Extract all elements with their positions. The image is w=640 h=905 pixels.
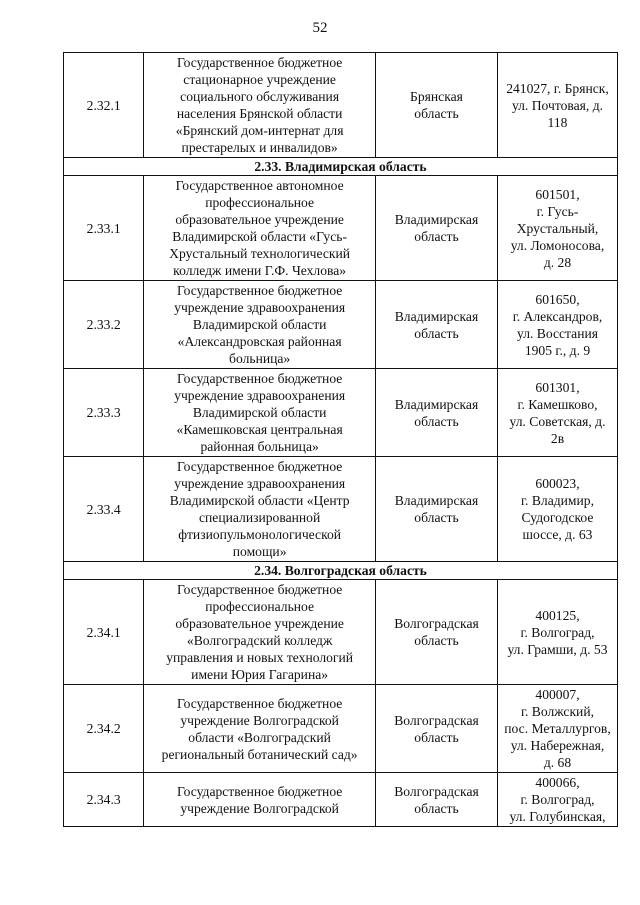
organization-name: Государственное бюджетное профессиональное образовательное учреждение «Волгоградский колледж управления и новых технологий имени Юрия Гагарина» bbox=[166, 582, 354, 682]
row-number: 2.34.1 bbox=[64, 580, 144, 685]
table-row bbox=[64, 176, 618, 281]
section-title: 2.33. Владимирская область bbox=[64, 158, 618, 176]
region: Владимирская область bbox=[394, 493, 479, 525]
organization-name: Государственное автономное профессиональное образовательное учреждение Владимирской области «Гусь- Хрустальный технологический колледж имени Г.Ф. Чехлова» bbox=[169, 178, 351, 278]
section-header-row bbox=[64, 562, 618, 580]
row-number: 2.34.3 bbox=[64, 773, 144, 827]
table-row bbox=[64, 281, 618, 369]
organization-name: Государственное бюджетное учреждение здравоохранения Владимирской области «Александровская районная больница» bbox=[174, 283, 346, 366]
organization-name: Государственное бюджетное учреждение Волгоградской области «Волгоградский региональный ботанический сад» bbox=[161, 695, 358, 762]
institutions-table bbox=[63, 52, 618, 827]
region: Брянская область bbox=[410, 89, 463, 121]
row-number: 2.32.1 bbox=[64, 53, 144, 158]
row-number: 2.33.4 bbox=[64, 457, 144, 562]
region: Волгоградская область bbox=[394, 616, 479, 648]
address: 601650, г. Александров, ул. Восстания 1905 г., д. 9 bbox=[512, 291, 603, 358]
table-row bbox=[64, 369, 618, 457]
row-number: 2.34.2 bbox=[64, 685, 144, 773]
address: 400125, г. Волгоград, ул. Грамши, д. 53 bbox=[507, 607, 608, 657]
region: Владимирская область bbox=[394, 396, 479, 429]
address: 601501, г. Гусь- Хрустальный, ул. Ломоносова, д. 28 bbox=[510, 186, 605, 270]
table-row bbox=[64, 457, 618, 562]
region: Волгоградская область bbox=[394, 783, 479, 816]
region: Владимирская область bbox=[394, 308, 479, 341]
section-header-row bbox=[64, 158, 618, 176]
organization-name: Государственное бюджетное учреждение здравоохранения Владимирской области «Центр специализированной фтизиопульмонологической помощи» bbox=[169, 459, 350, 559]
organization-name: Государственное бюджетное учреждение Волгоградской bbox=[176, 783, 343, 816]
row-number: 2.33.1 bbox=[64, 176, 144, 281]
table-row bbox=[64, 773, 618, 827]
table-row bbox=[64, 53, 618, 158]
section-title: 2.34. Волгоградская область bbox=[64, 562, 618, 580]
address: 601301, г. Камешково, ул. Советская, д. 2в bbox=[509, 379, 606, 446]
table-row bbox=[64, 685, 618, 773]
region: Волгоградская область bbox=[394, 712, 479, 745]
table-row bbox=[64, 580, 618, 685]
row-number: 2.33.2 bbox=[64, 281, 144, 369]
region: Владимирская область bbox=[394, 212, 479, 244]
page-number: 52 bbox=[312, 20, 328, 36]
organization-name: Государственное бюджетное учреждение здравоохранения Владимирской области «Камешковская центральная районная больница» bbox=[174, 371, 346, 454]
row-number: 2.33.3 bbox=[64, 369, 144, 457]
address: 600023, г. Владимир, Судогодское шоссе, д. 63 bbox=[521, 476, 594, 542]
organization-name: Государственное бюджетное стационарное учреждение социального обслуживания населения Брянской области «Брянский дом-интернат для престарелых и инвалидов» bbox=[175, 55, 344, 155]
address: 400007, г. Волжский, пос. Металлургов, ул. Набережная, д. 68 bbox=[504, 687, 611, 770]
address: 241027, г. Брянск, ул. Почтовая, д. 118 bbox=[506, 80, 609, 130]
address: 400066, г. Волгоград, ул. Голубинская, bbox=[509, 775, 606, 824]
